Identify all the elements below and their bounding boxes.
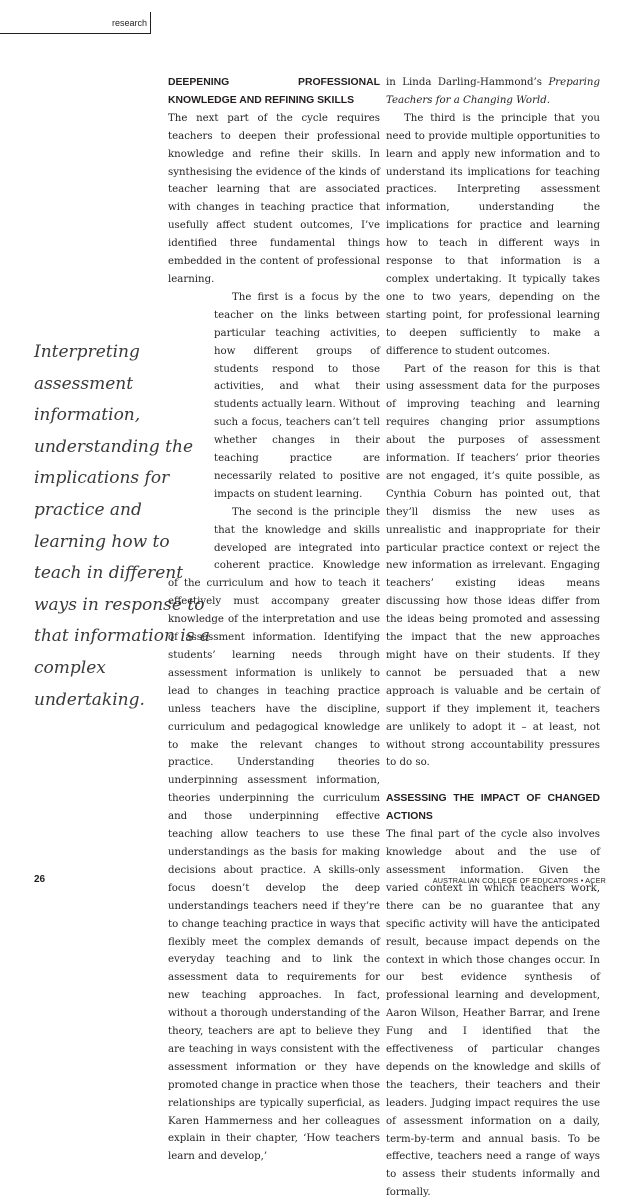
header-vertical-rule (150, 12, 151, 34)
page-number: 26 (34, 874, 46, 885)
right-column (386, 74, 600, 1202)
body-paragraph (386, 74, 600, 110)
body-paragraph: The second is the principle that the knowledge and skills developed are integrated into coherent practice. Knowledge of the curriculum and how to teach it effectively must accompany greater knowledge of the interpretation and use of assessment information. Identifying students’ learning needs through assessment information is unlikely to lead to changes in teaching practice unless teachers have the discipline, curriculum and pedagogical knowledge to make the relevant changes to practice. Understanding theories underpinning assessment information, theories underpinning the curriculum and those underpinning effective teaching allow teachers to use these understandings as the basis for making decisions about practice. A skills-only focus doesn’t develop the deep understandings teachers need if they’re to change teaching practice in ways that flexibly meet the complex demands of everyday teaching and to link the assessment data to requirements for new teaching approaches. In fact, without a thorough understanding of the theory, teachers are apt to believe they are teaching in ways consistent with the assessment information or they have promoted change in practice when those relationships are typically superficial, as Karen Hammerness and her colleagues explain in their chapter, ‘How teachers learn and develop,’ (168, 506, 380, 1163)
body-paragraph: The final part of the cycle also involves knowledge about and the use of assessment information. Given the varied context in which teachers work, there can be no guarantee that any specific activity will have the anticipated result, because impact depends on the context in which those changes occur. In our best evidence synthesis of professional learning and development, Aaron Wilson, Heather Barrar, and Irene Fung and I identified that the effectiveness of particular changes depends on the knowledge and skills of the teachers, their teachers and their leaders. Judging impact requires the use of assessment information on a daily, term-by-term and annual basis. To be effective, teachers need a range of ways to assess their students informally and formally. (386, 829, 600, 1199)
book-title: Preparing Teachers for a Changing World (386, 77, 600, 106)
body-paragraph: Part of the reason for this is that using assessment data for the purposes of improving teaching and learning requires changing prior assumptions about the purposes of assessment information. If teachers’ prior theories are not engaged, it’s quite possible, as Cynthia Coburn has pointed out, that they’ll dismiss the new uses as unrealistic and inappropriate for their particular practice context or reject the new information as irrelevant. Engaging teachers’ existing ideas means discussing how those ideas differ from the ideas being promoted and assessing the impact that the new approaches might have on their students. If they cannot be persuaded that a new approach is valuable and be certain of support if they implement it, teachers are unlikely to adopt it – at least, not without strong accountability pressures to do so. (386, 363, 600, 769)
section-label: research (112, 18, 148, 28)
header-rule (0, 33, 151, 34)
body-text: The first is a focus by the teacher on the links between particular teaching activities, how different groups of students respond to those activities, and what their students actually learn. Without such a focus, teachers can’t tell whether changes in their teaching practice are necessarily related to positive impacts on student learning. (214, 291, 380, 500)
section-heading: DEEPENING PROFESSIONAL KNOWLEDGE AND REFINING SKILLS (168, 77, 380, 106)
body-paragraph: The third is the principle that you need to provide multiple opportunities to learn and apply new information and to understand its implications for teaching practices. Interpreting assessment information, understanding the implications for practice and learning how to teach in different ways in response to that information is a complex undertaking. It typically takes one to two years, depending on the starting point, for professional learning to deepen sufficiently to make a difference to student outcomes. (386, 112, 600, 357)
body-paragraph: The next part of the cycle requires teachers to deepen their professional knowledge and refine their skills. In synthesising the evidence of the kinds of teacher learning that are associated with changes in teaching practice that usefully affect student outcomes, I’ve identified three fundamental things embedded in the content of professional learning. (168, 112, 380, 285)
body-text: in Linda Darling-Hammond’s (386, 77, 549, 88)
footer-organization: AUSTRALIAN COLLEGE OF EDUCATORS • ACER (432, 876, 606, 885)
pull-quote: Interpreting assessment information, understanding the implications for practice and learning how to teach in different ways in response to that information is a complex undertaking. (34, 342, 211, 710)
body-text: . (546, 94, 550, 106)
section-heading: ASSESSING THE IMPACT OF CHANGED ACTIONS (386, 793, 600, 823)
